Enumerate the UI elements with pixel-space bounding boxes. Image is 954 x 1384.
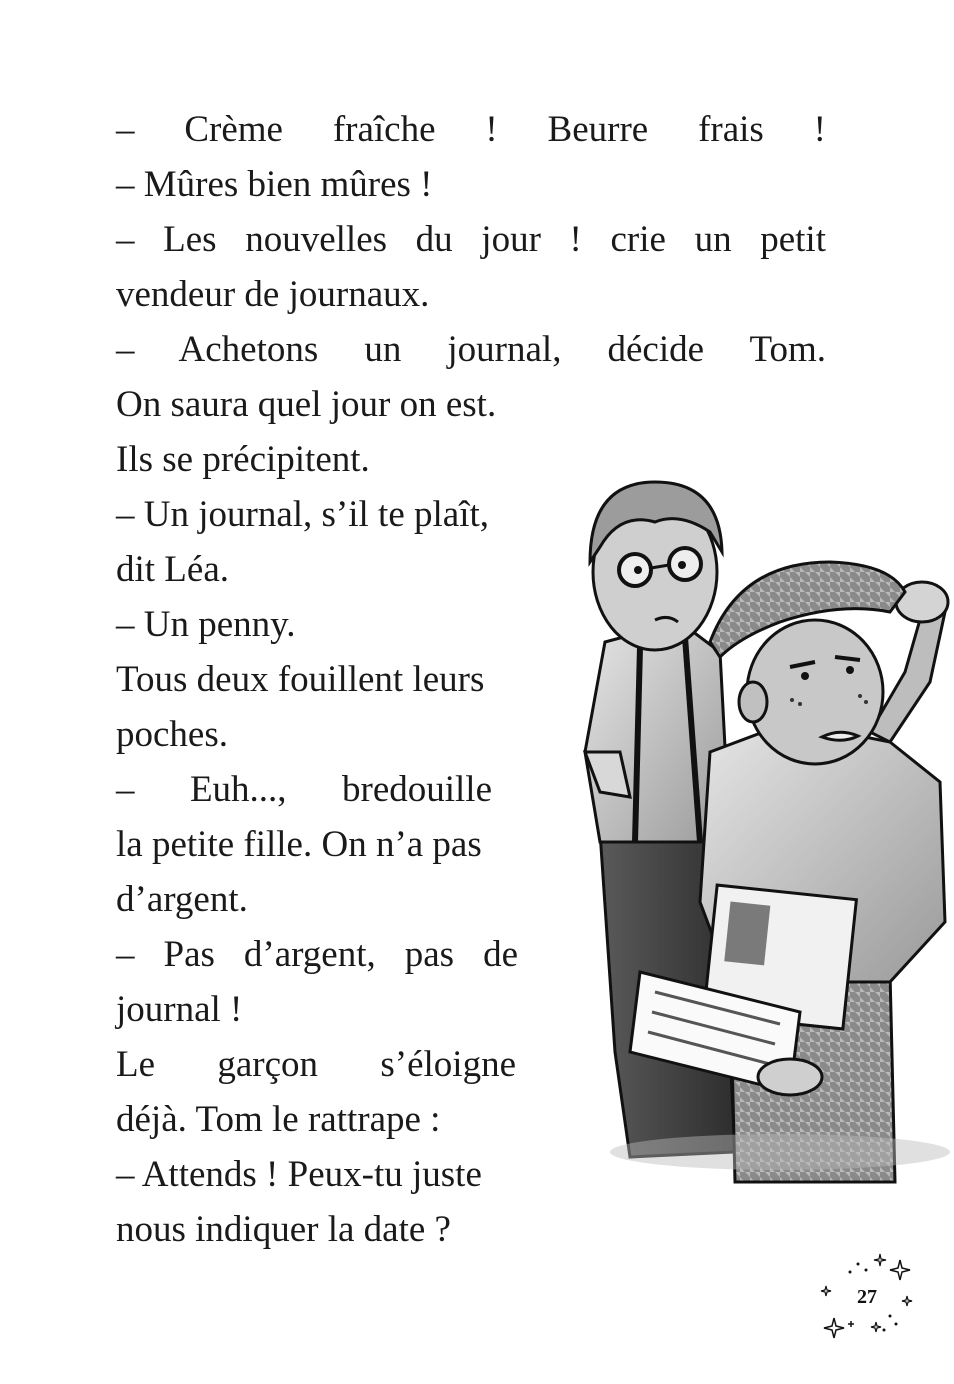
text-line-7: Ils se précipitent. bbox=[116, 439, 370, 480]
text-line-19: déjà. Tom le rattrape : bbox=[116, 1099, 441, 1140]
text-line-5: – Achetons un journal, décide Tom. bbox=[116, 329, 826, 370]
text-line-17: journal ! bbox=[116, 989, 243, 1030]
text-line-12: poches. bbox=[116, 714, 228, 755]
text-line-16: – Pas d’argent, pas de bbox=[116, 934, 518, 975]
text-line-11: Tous deux fouillent leurs bbox=[116, 659, 485, 700]
text-line-3: – Les nouvelles du jour ! crie un petit bbox=[116, 219, 826, 260]
text-line-10: – Un penny. bbox=[116, 604, 296, 645]
text-line-15: d’argent. bbox=[116, 879, 248, 920]
text-line-21: nous indiquer la date ? bbox=[116, 1209, 451, 1250]
text-line-1: – Crème fraîche ! Beurre frais ! bbox=[116, 109, 826, 150]
text-line-9: dit Léa. bbox=[116, 549, 230, 590]
text-line-6: On saura quel jour on est. bbox=[116, 384, 497, 425]
newsboy-and-boy-illustration-icon bbox=[560, 452, 954, 1187]
text-line-18: Le garçon s’éloigne bbox=[116, 1044, 516, 1085]
text-line-4: vendeur de journaux. bbox=[116, 274, 430, 315]
text-line-2: – Mûres bien mûres ! bbox=[116, 164, 433, 205]
text-line-20: – Attends ! Peux-tu juste bbox=[116, 1154, 482, 1195]
text-line-8: – Un journal, s’il te plaît, bbox=[116, 494, 490, 535]
text-line-14: la petite fille. On n’a pas bbox=[116, 824, 482, 865]
text-line-13: – Euh..., bredouille bbox=[116, 769, 492, 810]
page-number-block bbox=[812, 1250, 922, 1340]
page-number: 27 bbox=[857, 1286, 877, 1308]
